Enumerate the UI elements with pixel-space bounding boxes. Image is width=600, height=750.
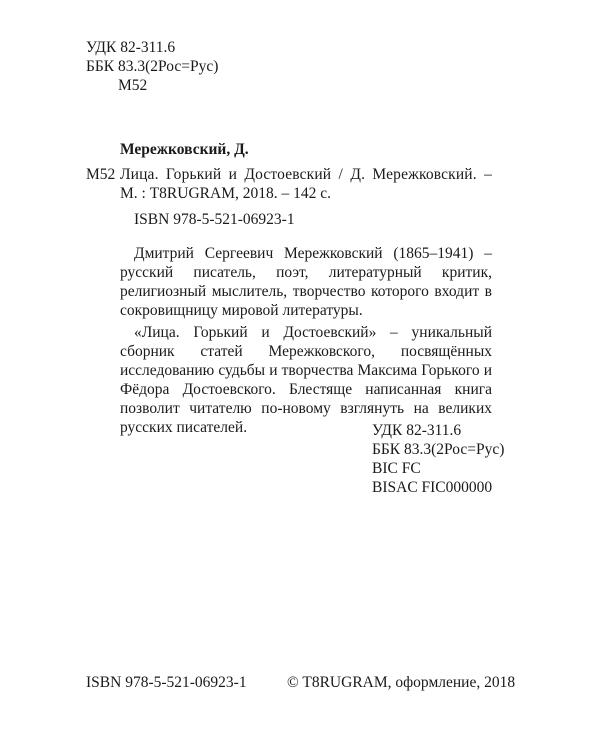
footer-isbn: ISBN 978-5-521-06923-1 bbox=[86, 674, 247, 691]
annotation-paragraph: Дмитрий Сергеевич Мережковский (1865–1941) – русский писатель, поэт, литературный критик, религиозный мыслитель, творчество которого входит в сокровищницу мировой литературы. bbox=[120, 245, 492, 319]
footer-copyright: © T8RUGRAM, оформление, 2018 bbox=[287, 674, 516, 691]
bisac-code: BISAC FIC000000 bbox=[372, 479, 493, 496]
top-classification-codes bbox=[86, 38, 218, 95]
bbk-code: ББК 83.3(2Рос=Рус) bbox=[86, 58, 219, 75]
bbk-code: ББК 83.3(2Рос=Рус) bbox=[372, 441, 505, 458]
bibliographic-description bbox=[120, 165, 492, 203]
imprint-statement: М. : T8RUGRAM, 2018. – 142 с. bbox=[120, 185, 331, 202]
author-heading: Мережковский, Д. bbox=[120, 141, 249, 158]
record-cutter-code: М52 bbox=[86, 166, 116, 183]
annotation-paragraph: «Лица. Горький и Достоевский» – уникальный сборник статей Мережковского, посвящённых исследованию судьбы и творчества Максима Горького и Фёдора Достоевского. Блестяще написанная книга позволит читателю по-новому взглянуть на великих русских писателей. bbox=[120, 324, 492, 436]
record-isbn: ISBN 978-5-521-06923-1 bbox=[134, 211, 295, 228]
annotation bbox=[120, 244, 492, 437]
udk-code: УДК 82-311.6 bbox=[86, 39, 176, 56]
classification-codes bbox=[372, 421, 504, 497]
bic-code: BIC FC bbox=[372, 460, 421, 477]
title-statement: Лица. Горький и Достоевский / Д. Мережковский. – bbox=[120, 166, 492, 183]
udk-code: УДК 82-311.6 bbox=[372, 422, 462, 439]
cutter-code: М52 bbox=[118, 77, 148, 94]
